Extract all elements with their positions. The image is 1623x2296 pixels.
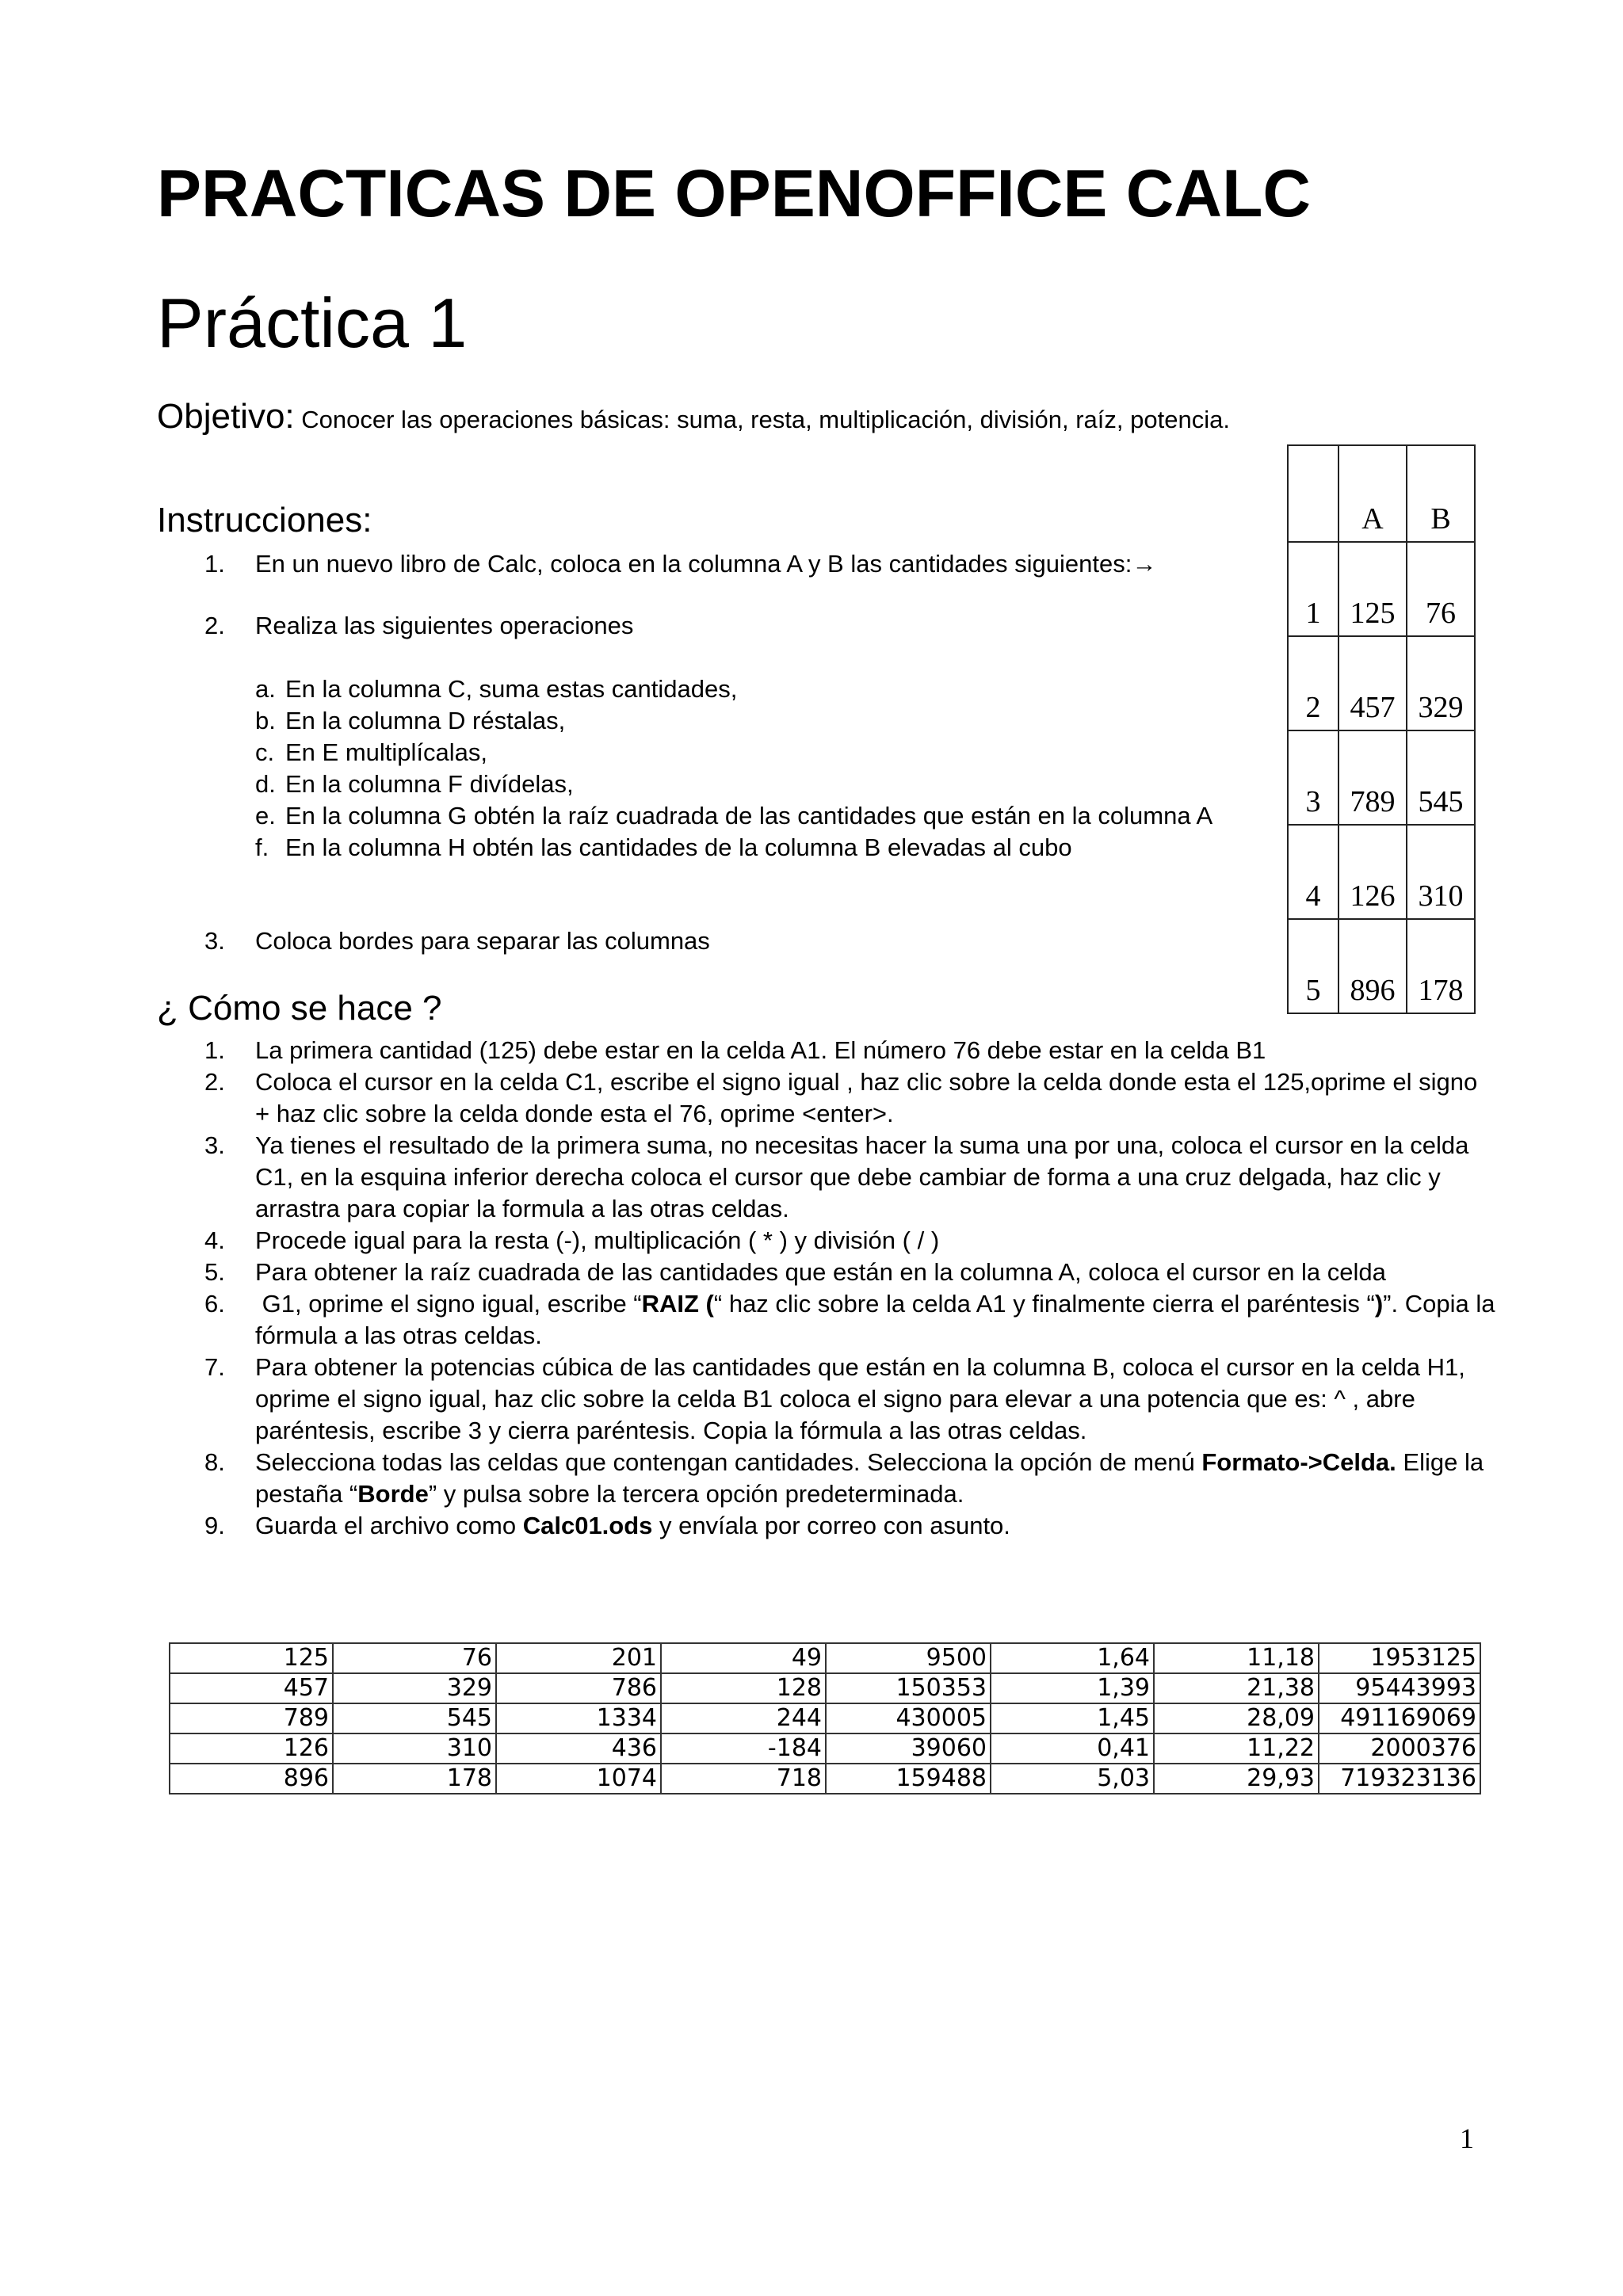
table-row: [1288, 636, 1475, 730]
instruction-item: 3. Coloca bordes para separar las columnas: [204, 927, 710, 955]
step-item: 1. La primera cantidad (125) debe estar en la celda A1. El número 76 debe estar en la celda B1: [204, 1036, 1266, 1064]
results-cell: 95443993: [1319, 1673, 1480, 1703]
results-cell: 28,09: [1154, 1703, 1319, 1733]
table-row: [1288, 825, 1475, 919]
step-item: 6. G1, oprime el signo igual, escribe “RAIZ (“ haz clic sobre la celda A1 y finalmente cierra el paréntesis “)”. Copia la fórmula a las otras celdas.: [204, 1290, 1495, 1349]
results-cell: 719323136: [1319, 1764, 1480, 1794]
results-cell: 159488: [826, 1764, 991, 1794]
operation-item: f. En la columna H obtén las cantidades de la columna B elevadas al cubo: [255, 833, 1072, 861]
results-cell: 126: [170, 1733, 333, 1764]
results-cell: 11,22: [1154, 1733, 1319, 1764]
cell-b: 76: [1407, 542, 1475, 636]
sample-header-row: [1288, 445, 1475, 542]
row-header: 1: [1288, 542, 1338, 636]
step-item: 2. Coloca el cursor en la celda C1, escribe el signo igual , haz clic sobre la celda donde esta el 125,oprime el signo + haz clic sobre la celda donde esta el 76, oprime <enter>.: [204, 1068, 1478, 1127]
cell-b: 310: [1407, 825, 1475, 919]
operations-sublist: [255, 673, 1270, 864]
cell-a: 125: [1338, 542, 1407, 636]
results-cell: 436: [496, 1733, 661, 1764]
operation-item: b. En la columna D réstalas,: [255, 707, 566, 734]
results-cell: 125: [170, 1643, 333, 1673]
results-cell: -184: [661, 1733, 826, 1764]
results-cell: 789: [170, 1703, 333, 1733]
step-item: 7. Para obtener la potencias cúbica de las cantidades que están en la columna B, coloca el cursor en la celda H1, oprime el signo igual, haz clic sobre la celda B1 coloca el signo para elevar a una potencia que es: ^ , abre paréntesis, escribe 3 y cierra paréntesis. Copia la fórmula a las otras celdas.: [204, 1353, 1465, 1444]
instruction-item: 2. Realiza las siguientes operaciones: [204, 612, 634, 639]
results-cell: 491169069: [1319, 1703, 1480, 1733]
results-cell: 9500: [826, 1643, 991, 1673]
como-heading: ¿ Cómo se hace ?: [157, 989, 442, 1028]
step-item: 9. Guarda el archivo como Calc01.ods y envíala por correo con asunto.: [204, 1512, 1010, 1539]
results-cell: 1,39: [991, 1673, 1154, 1703]
step-item: 8. Selecciona todas las celdas que contengan cantidades. Selecciona la opción de menú Formato->Celda. Elige la pestaña “Borde” y pulsa sobre la tercera opción predeterminada.: [204, 1448, 1484, 1508]
results-row: [170, 1643, 1480, 1673]
results-row: [170, 1764, 1480, 1794]
step-item: 4. Procede igual para la resta (-), multiplicación ( * ) y división ( / ): [204, 1226, 940, 1254]
results-cell: 244: [661, 1703, 826, 1733]
cell-a: 126: [1338, 825, 1407, 919]
results-cell: 1074: [496, 1764, 661, 1794]
results-cell: 718: [661, 1764, 826, 1794]
objetivo-label: Objetivo:: [157, 397, 295, 436]
step-item: 5. Para obtener la raíz cuadrada de las cantidades que están en la columna A, coloca el cursor en la celda: [204, 1258, 1386, 1286]
operation-item: e. En la columna G obtén la raíz cuadrada de las cantidades que están en la columna A: [255, 802, 1213, 830]
results-cell: 2000376: [1319, 1733, 1480, 1764]
results-cell: 0,41: [991, 1733, 1154, 1764]
results-cell: 29,93: [1154, 1764, 1319, 1794]
cell-a: 896: [1338, 919, 1407, 1013]
results-cell: 1334: [496, 1703, 661, 1733]
step-item: 3. Ya tienes el resultado de la primera suma, no necesitas hacer la suma una por una, coloca el cursor en la celda C1, en la esquina inferior derecha coloca el cursor que debe cambiar de forma a una cruz delgada, haz clic y arrastra para copiar la formula a las otras celdas.: [204, 1131, 1469, 1222]
results-cell: 430005: [826, 1703, 991, 1733]
cell-a: 457: [1338, 636, 1407, 730]
document-title: PRACTICAS DE OPENOFFICE CALC: [157, 156, 1312, 231]
results-cell: 310: [333, 1733, 496, 1764]
sample-data-table: [1287, 444, 1476, 1014]
results-cell: 39060: [826, 1733, 991, 1764]
instruction-item: 1. En un nuevo libro de Calc, coloca en la columna A y B las cantidades siguientes:→: [204, 550, 1157, 578]
results-cell: 545: [333, 1703, 496, 1733]
results-cell: 49: [661, 1643, 826, 1673]
row-header: 2: [1288, 636, 1338, 730]
results-cell: 457: [170, 1673, 333, 1703]
table-row: [1288, 919, 1475, 1013]
results-cell: 896: [170, 1764, 333, 1794]
results-cell: 1953125: [1319, 1643, 1480, 1673]
steps-list: [157, 1035, 1496, 1542]
cell-b: 178: [1407, 919, 1475, 1013]
column-header-b: B: [1407, 445, 1475, 542]
results-cell: 329: [333, 1673, 496, 1703]
results-cell: 201: [496, 1643, 661, 1673]
results-row: [170, 1733, 1480, 1764]
row-header: 3: [1288, 730, 1338, 825]
results-row: [170, 1673, 1480, 1703]
page-number: 1: [1460, 2122, 1474, 2154]
results-cell: 11,18: [1154, 1643, 1319, 1673]
results-cell: 21,38: [1154, 1673, 1319, 1703]
results-cell: 128: [661, 1673, 826, 1703]
corner-cell: [1288, 445, 1338, 542]
results-cell: 786: [496, 1673, 661, 1703]
results-cell: 1,45: [991, 1703, 1154, 1733]
objetivo-paragraph: [157, 397, 1266, 437]
results-cell: 178: [333, 1764, 496, 1794]
practice-title: Práctica 1: [157, 284, 468, 362]
cell-b: 545: [1407, 730, 1475, 825]
results-table: [169, 1642, 1481, 1794]
row-header: 4: [1288, 825, 1338, 919]
results-row: [170, 1703, 1480, 1733]
results-cell: 150353: [826, 1673, 991, 1703]
instrucciones-heading: Instrucciones:: [157, 501, 372, 540]
operation-item: a. En la columna C, suma estas cantidades,: [255, 675, 738, 703]
operation-item: c. En E multiplícalas,: [255, 738, 487, 766]
cell-a: 789: [1338, 730, 1407, 825]
operation-item: d. En la columna F divídelas,: [255, 770, 574, 798]
results-cell: 5,03: [991, 1764, 1154, 1794]
results-cell: 76: [333, 1643, 496, 1673]
table-row: [1288, 542, 1475, 636]
row-header: 5: [1288, 919, 1338, 1013]
column-header-a: A: [1338, 445, 1407, 542]
results-cell: 1,64: [991, 1643, 1154, 1673]
table-row: [1288, 730, 1475, 825]
objetivo-text: Conocer las operaciones básicas: suma, resta, multiplicación, división, raíz, potencia.: [301, 406, 1230, 433]
cell-b: 329: [1407, 636, 1475, 730]
